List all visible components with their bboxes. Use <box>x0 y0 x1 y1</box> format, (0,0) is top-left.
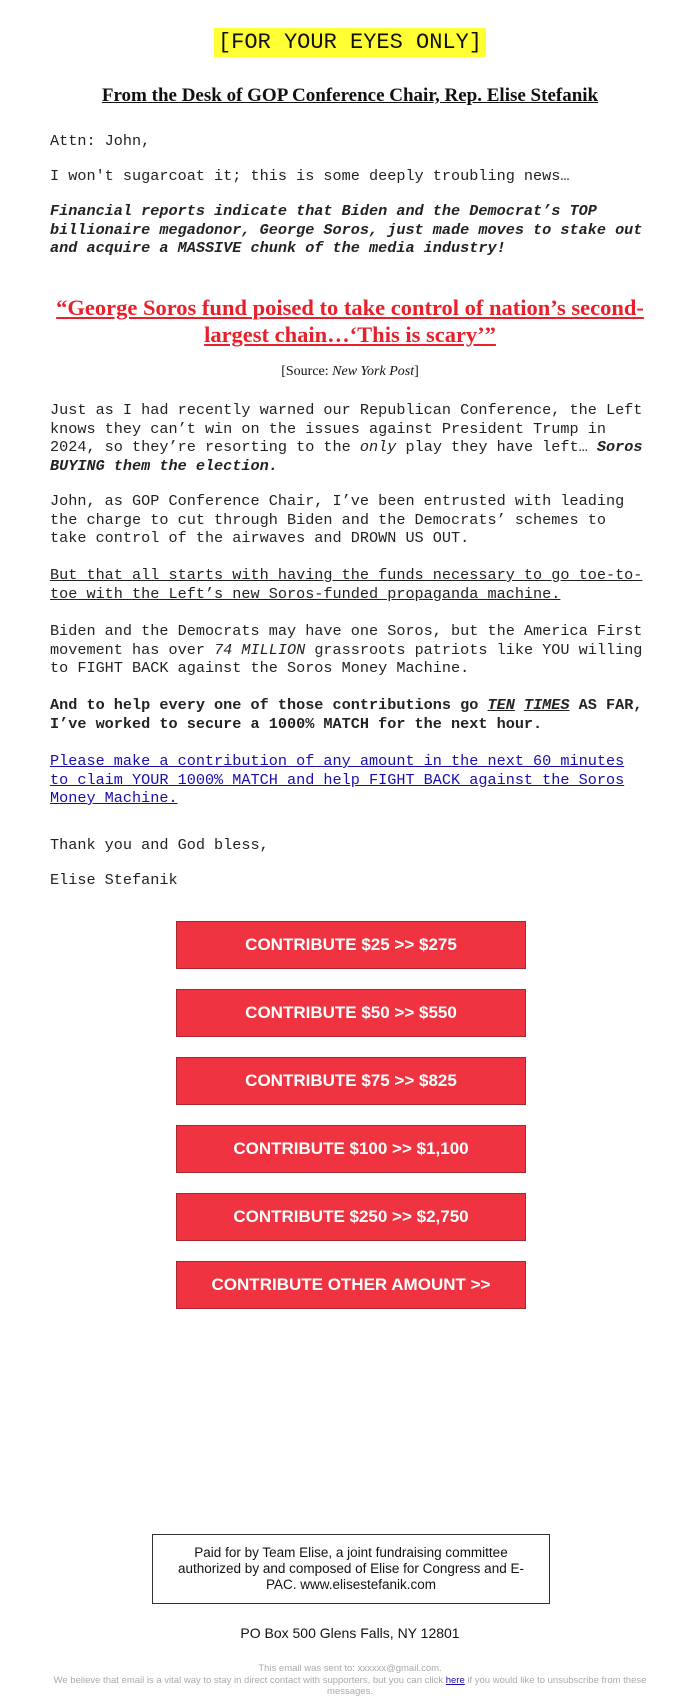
source-prefix: [Source: <box>281 364 333 379</box>
source-citation <box>0 364 700 380</box>
contribute-75-button[interactable]: CONTRIBUTE $75 >> $825 <box>176 1057 526 1105</box>
closing-line: Thank you and God bless, <box>50 836 269 854</box>
sent-to-notice: This email was sent to: xxxxxx@gmail.com. <box>258 1663 442 1674</box>
paid-for-disclaimer: Paid for by Team Elise, a joint fundraising committee authorized by and composed of Elise for Congress and E-PAC. www.elisestefanik.com <box>152 1534 550 1604</box>
eyes-only-text: [FOR YOUR EYES ONLY] <box>214 28 486 57</box>
p3-part-c: play they have left… <box>396 438 597 456</box>
contribution-link[interactable]: Please make a contribution of any amount in the next 60 minutes to claim YOUR 1000% MATCH and help FIGHT BACK against the Soros Money Machine. <box>50 752 625 807</box>
paragraph-warning <box>50 401 650 475</box>
p7-times: TIMES <box>523 696 570 714</box>
source-suffix: ] <box>414 364 419 379</box>
contribute-100-button[interactable]: CONTRIBUTE $100 >> $1,100 <box>176 1125 526 1173</box>
unsub-text-a: We believe that email is a vital way to stay in direct contact with supporters, but you can click <box>53 1675 446 1686</box>
paragraph-conference-chair: John, as GOP Conference Chair, I’ve been entrusted with leading the charge to cut through Biden and the Democrats’ schemes to take control of the airwaves and DROWN US OUT. <box>50 492 625 547</box>
paragraph-intro: I won't sugarcoat it; this is some deeply troubling news… <box>50 167 570 185</box>
paragraph-financial-reports: Financial reports indicate that Biden and the Democrat’s TOP billionaire megadonor, George Soros, just made moves to stake out and acquire a MASSIVE chunk of the media industry! <box>50 202 643 257</box>
p6-part-c: grassroots patriots like YOU willing to FIGHT BACK against the Soros Money Machine. <box>50 640 643 677</box>
desk-title: From the Desk of GOP Conference Chair, Rep. Elise Stefanik <box>101 85 599 106</box>
unsubscribe-notice <box>50 1675 650 1697</box>
p7-part-d: AS FAR, I’ve worked to secure a 1000% MATCH for the next hour. <box>50 696 643 733</box>
signature: Elise Stefanik <box>50 871 178 889</box>
source-name: New York Post <box>332 364 415 379</box>
contribute-other-button[interactable]: CONTRIBUTE OTHER AMOUNT >> <box>176 1261 526 1309</box>
eyes-only-banner <box>0 30 700 55</box>
p3-soros-buying: Soros BUYING them the election. <box>50 438 643 475</box>
p6-part-a: Biden and the Democrats may have one Soros, but the America First movement has over <box>50 622 643 659</box>
contribute-25-button[interactable]: CONTRIBUTE $25 >> $275 <box>176 921 526 969</box>
unsub-text-b: if you would like to unsubscribe from these messages. <box>327 1675 647 1697</box>
paragraph-funds-necessary: But that all starts with having the funds necessary to go toe-to-toe with the Left’s new Soros-funded propaganda machine. <box>50 566 643 603</box>
p3-only: only <box>359 438 397 456</box>
paragraph-grassroots <box>50 622 650 678</box>
contribute-50-button[interactable]: CONTRIBUTE $50 >> $550 <box>176 989 526 1037</box>
greeting: Attn: John, <box>50 132 151 150</box>
contribute-250-button[interactable]: CONTRIBUTE $250 >> $2,750 <box>176 1193 526 1241</box>
unsubscribe-link[interactable]: here <box>445 1675 465 1686</box>
p3-part-a: Just as I had recently warned our Republican Conference, the Left knows they can’t win on the issues against President Trump in 2024, so they’re resorting to the <box>50 401 643 456</box>
p6-74-million: 74 MILLION <box>214 640 306 659</box>
p7-part-a: And to help every one of those contributions go <box>50 696 488 714</box>
po-box-address: PO Box 500 Glens Falls, NY 12801 <box>240 1625 460 1641</box>
p7-ten: TEN <box>487 696 515 714</box>
paragraph-match <box>50 696 650 733</box>
news-headline: “George Soros fund poised to take control of nation’s second-largest chain…‘This is scary’” <box>56 295 644 347</box>
